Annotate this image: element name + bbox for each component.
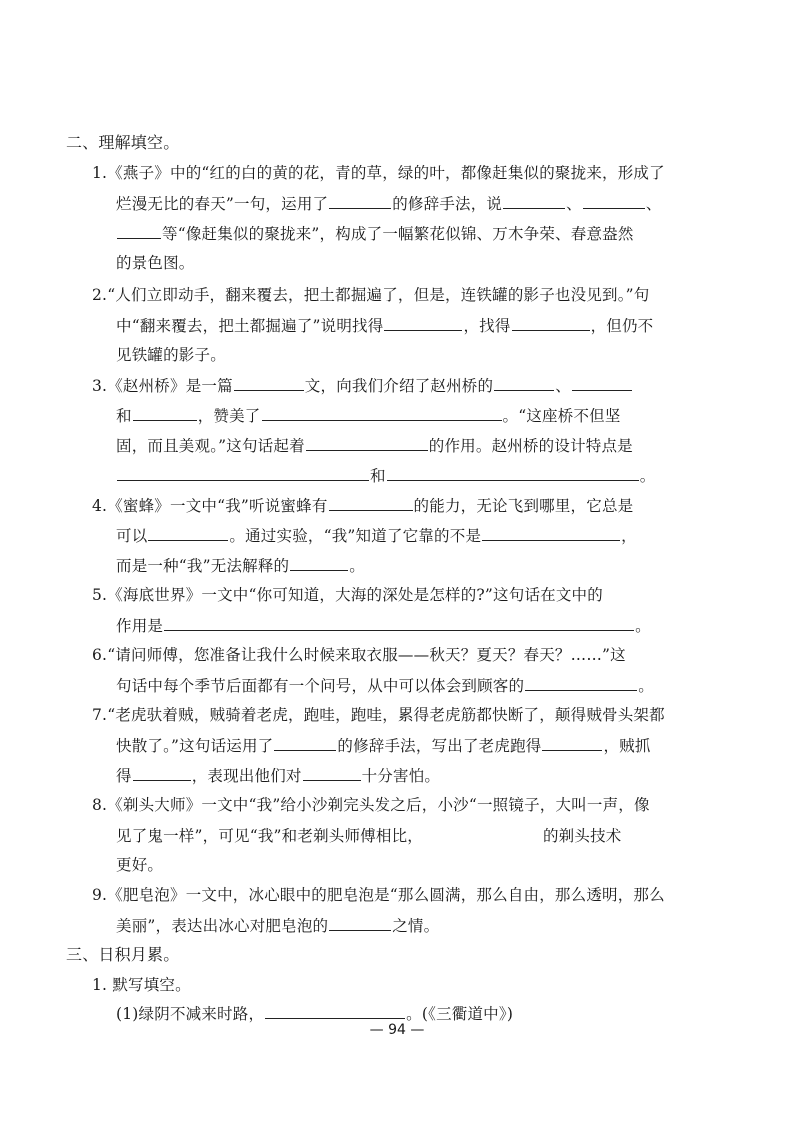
s3-q1-item-1: (1)绿阴不减来时路， 。(《三衢道中》) [116, 998, 513, 1028]
answer-blank[interactable] [482, 520, 620, 541]
q6-line-1: 6.“请问师傅，您准备让我什么时候来取衣服——秋天？夏天？春天？……”这 [92, 646, 626, 664]
q9-line-2: 美丽”，表达出冰心对肥皂泡的 之情。 [116, 910, 439, 940]
answer-blank[interactable] [329, 188, 391, 209]
answer-blank[interactable] [387, 460, 639, 481]
answer-blank[interactable] [329, 910, 391, 931]
answer-blank[interactable] [512, 310, 590, 331]
section-heading-3: 三、日积月累。 [66, 945, 180, 964]
q8-line-3: 更好。 [116, 856, 164, 874]
s3-q1-title: 1. 默写填空。 [92, 976, 191, 994]
answer-blank[interactable] [424, 820, 542, 841]
answer-blank[interactable] [306, 430, 428, 451]
answer-blank[interactable] [265, 998, 405, 1019]
answer-blank[interactable] [117, 460, 369, 481]
q3-line-3: 固，而且美观。”这句话起着 的作用。赵州桥的设计特点是 [116, 430, 633, 460]
q1-line-4: 的景色图。 [116, 254, 195, 272]
answer-blank[interactable] [384, 310, 462, 331]
q5-line-2: 作用是 。 [116, 610, 651, 640]
answer-blank[interactable] [583, 188, 645, 209]
section-heading-2: 二、理解填空。 [66, 133, 180, 152]
answer-blank[interactable] [117, 218, 161, 239]
answer-blank[interactable] [133, 400, 197, 421]
q7-line-1: 7.“老虎驮着贼，贼骑着老虎，跑哇，跑哇，累得老虎筋都快断了，颠得贼骨头架都 [92, 706, 665, 724]
q2-line-2: 中“翻来覆去，把土都掘遍了”说明找得 ，找得 ，但仍不 [116, 310, 653, 340]
q8-line-2: 见了鬼一样”，可见“我”和老剃头师傅相比， 的剃头技术 [116, 820, 622, 850]
page-number: — 94 — [369, 1022, 425, 1038]
answer-blank[interactable] [148, 520, 228, 541]
q7-line-3: 得 ，表现出他们对 十分害怕。 [116, 760, 440, 790]
q3-line-2: 和 ，赞美了 。“这座桥不但坚 [116, 400, 621, 430]
answer-blank[interactable] [542, 730, 602, 751]
answer-blank[interactable] [290, 550, 348, 571]
answer-blank[interactable] [329, 490, 413, 511]
q2-line-1: 2.“人们立即动手，翻来覆去，把土都掘遍了，但是，连铁罐的影子也没见到。”句 [92, 286, 650, 304]
q4-line-1: 4.《蜜蜂》一文中“我”听说蜜蜂有 的能力，无论飞到哪里，它总是 [92, 490, 633, 520]
q5-line-1: 5.《海底世界》一文中“你可知道，大海的深处是怎样的?”这句话在文中的 [92, 586, 603, 604]
answer-blank[interactable] [262, 400, 502, 421]
answer-blank[interactable] [274, 730, 336, 751]
q9-line-1: 9.《肥皂泡》一文中，冰心眼中的肥皂泡是“那么圆满，那么自由，那么透明，那么 [92, 886, 665, 904]
q8-line-1: 8.《剃头大师》一文中“我”给小沙剃完头发之后，小沙“一照镜子，大叫一声，像 [92, 796, 650, 814]
q4-line-3: 而是一种“我”无法解释的 。 [116, 550, 365, 580]
q1-line-1: 1.《燕子》中的“红的白的黄的花，青的草，绿的叶，都像赶集似的聚拢来，形成了 [92, 164, 665, 182]
q7-line-2: 快散了。”这句话运用了 的修辞手法，写出了老虎跑得 ，贼抓 [116, 730, 651, 760]
q2-line-3: 见铁罐的影子。 [116, 346, 226, 364]
q4-line-2: 可以 。通过实验，“我”知道了它靠的不是 ， [116, 520, 637, 550]
answer-blank[interactable] [503, 188, 565, 209]
answer-blank[interactable] [303, 760, 361, 781]
q1-line-3: 等“像赶集似的聚拢来”，构成了一幅繁花似锦、万木争荣、春意盎然 [116, 218, 634, 248]
answer-blank[interactable] [525, 670, 637, 691]
answer-blank[interactable] [164, 610, 634, 631]
q3-line-4: 和 。 [116, 460, 655, 490]
q6-line-2: 句话中每个季节后面都有一个问号，从中可以体会到顾客的 。 [116, 670, 654, 700]
q3-line-1: 3.《赵州桥》是一篇 文，向我们介绍了赵州桥的 、 [92, 370, 633, 400]
answer-blank[interactable] [494, 370, 554, 391]
answer-blank[interactable] [234, 370, 304, 391]
answer-blank[interactable] [133, 760, 191, 781]
q1-line-2: 烂漫无比的春天”一句，运用了 的修辞手法，说 、 、 [116, 188, 662, 218]
answer-blank[interactable] [572, 370, 632, 391]
